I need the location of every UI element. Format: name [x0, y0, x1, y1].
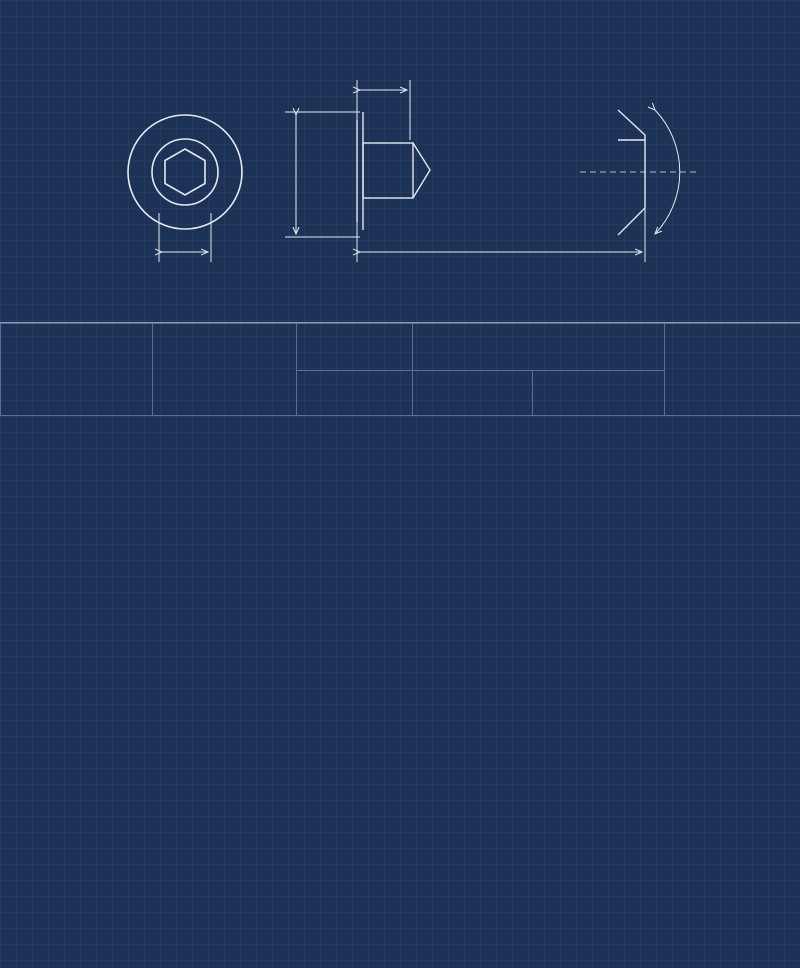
t-dimension — [357, 80, 410, 140]
header-s-max — [413, 371, 533, 416]
s-dimension — [159, 213, 211, 262]
header-pitch — [153, 324, 297, 416]
technical-drawing-svg — [0, 0, 800, 322]
header-blank-top — [297, 324, 413, 371]
screw-end-circle — [128, 115, 242, 229]
side-view — [357, 110, 645, 235]
L-dimension — [357, 208, 645, 262]
header-s-min — [533, 371, 665, 416]
header-s-group — [413, 324, 665, 371]
header-thread-spec — [1, 324, 153, 416]
header-wrench — [665, 324, 800, 416]
set-screw-drawing — [0, 0, 800, 322]
end-view — [128, 115, 242, 229]
header-blank-bottom — [297, 371, 413, 416]
hex-socket-icon — [165, 149, 205, 195]
spec-table — [0, 323, 800, 416]
d-dimension — [285, 112, 360, 237]
angle-arc — [655, 110, 680, 234]
